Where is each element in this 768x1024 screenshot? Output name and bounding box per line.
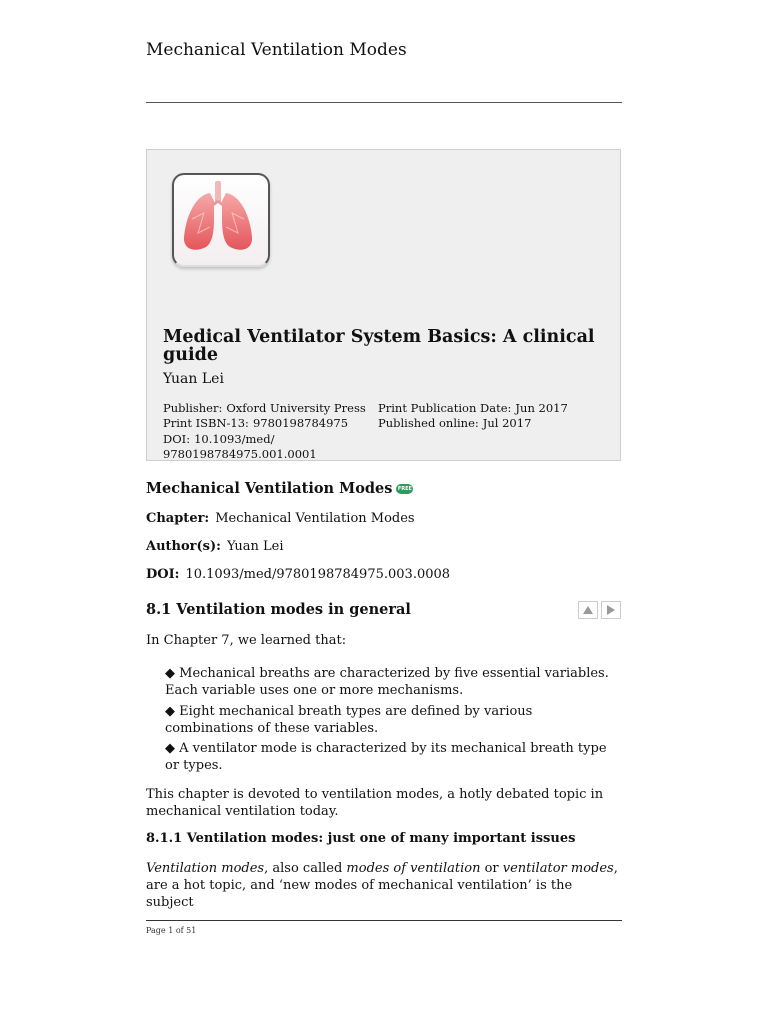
doi-field (146, 567, 450, 582)
header-divider (146, 102, 622, 103)
online-date-value: Jul 2017 (482, 416, 532, 431)
diamond-bullet-icon: ◆ (165, 666, 175, 681)
diamond-bullet-icon: ◆ (165, 741, 175, 756)
doi-label: DOI: (146, 567, 180, 582)
print-date-value: Jun 2017 (515, 401, 568, 415)
bullet-item (165, 740, 621, 774)
doi-value[interactable]: 10.1093/med/9780198784975.003.0008 (185, 567, 451, 582)
online-date-label: Published online: (378, 416, 479, 431)
book-meta-right (378, 401, 618, 432)
publisher-value: Oxford University Press (226, 401, 366, 415)
scroll-up-button[interactable] (578, 601, 598, 619)
bullet-text: A ventilator mode is characterized by its mechanical breath type or types. (165, 741, 607, 773)
book-doi-value-line2[interactable]: 9780198784975.001.0001 (163, 446, 317, 461)
page-number: Page 1 of 51 (146, 926, 197, 935)
body-paragraph-2 (146, 860, 621, 911)
chapter-label: Chapter: (146, 511, 210, 526)
book-title: Medical Ventilator System Basics: A clinical guide (163, 327, 595, 365)
paragraph-text: , are a hot topic, and ‘new modes of mechanical ventilation’ is the subject (146, 861, 618, 910)
subsection-title: 8.1.1 Ventilation modes: just one of many important issues (146, 831, 576, 846)
isbn-label: Print ISBN-13: (163, 416, 249, 431)
book-info-box (146, 149, 621, 461)
book-meta-left (163, 401, 373, 462)
section-title: 8.1 Ventilation modes in general (146, 601, 411, 618)
authors-label: Author(s): (146, 539, 221, 554)
triangle-up-icon (583, 606, 593, 614)
chapter-field (146, 511, 415, 526)
diamond-bullet-icon: ◆ (165, 704, 175, 719)
authors-value: Yuan Lei (226, 539, 284, 554)
body-paragraph: This chapter is devoted to ventilation modes, a hotly debated topic in mechanical ventilation today. (146, 787, 604, 819)
bullet-item (165, 703, 621, 737)
emphasis-term: modes of ventilation (346, 861, 481, 876)
emphasis-term: ventilator modes (502, 861, 614, 876)
paragraph-text: , also called (264, 861, 347, 876)
footer-divider (146, 920, 622, 921)
paragraph-text: or (480, 861, 503, 876)
chapter-value: Mechanical Ventilation Modes (215, 511, 415, 526)
bullet-text: Eight mechanical breath types are defined by various combinations of these variables. (165, 704, 533, 736)
bullet-text: Mechanical breaths are characterized by five essential variables. Each variable uses one or more mechanisms. (165, 666, 609, 698)
publisher-label: Publisher: (163, 401, 223, 415)
free-badge: FREE (397, 486, 412, 492)
book-author: Yuan Lei (163, 371, 224, 387)
book-cover[interactable] (172, 173, 270, 267)
chapter-heading-text: Mechanical Ventilation Modes (146, 480, 393, 497)
triangle-right-icon (607, 605, 615, 615)
next-section-button[interactable] (601, 601, 621, 619)
book-doi-label: DOI: (163, 431, 191, 446)
book-doi-value-line1[interactable]: 10.1093/med/ (194, 431, 275, 446)
isbn-value: 9780198784975 (252, 416, 349, 431)
bullet-item (165, 665, 621, 699)
chapter-heading (146, 480, 413, 497)
intro-paragraph: In Chapter 7, we learned that: (146, 633, 347, 648)
emphasis-term: Ventilation modes (146, 861, 265, 876)
authors-field (146, 539, 284, 554)
lungs-icon (174, 175, 264, 261)
print-date-label: Print Publication Date: (378, 401, 512, 415)
running-header-title: Mechanical Ventilation Modes (146, 40, 407, 60)
